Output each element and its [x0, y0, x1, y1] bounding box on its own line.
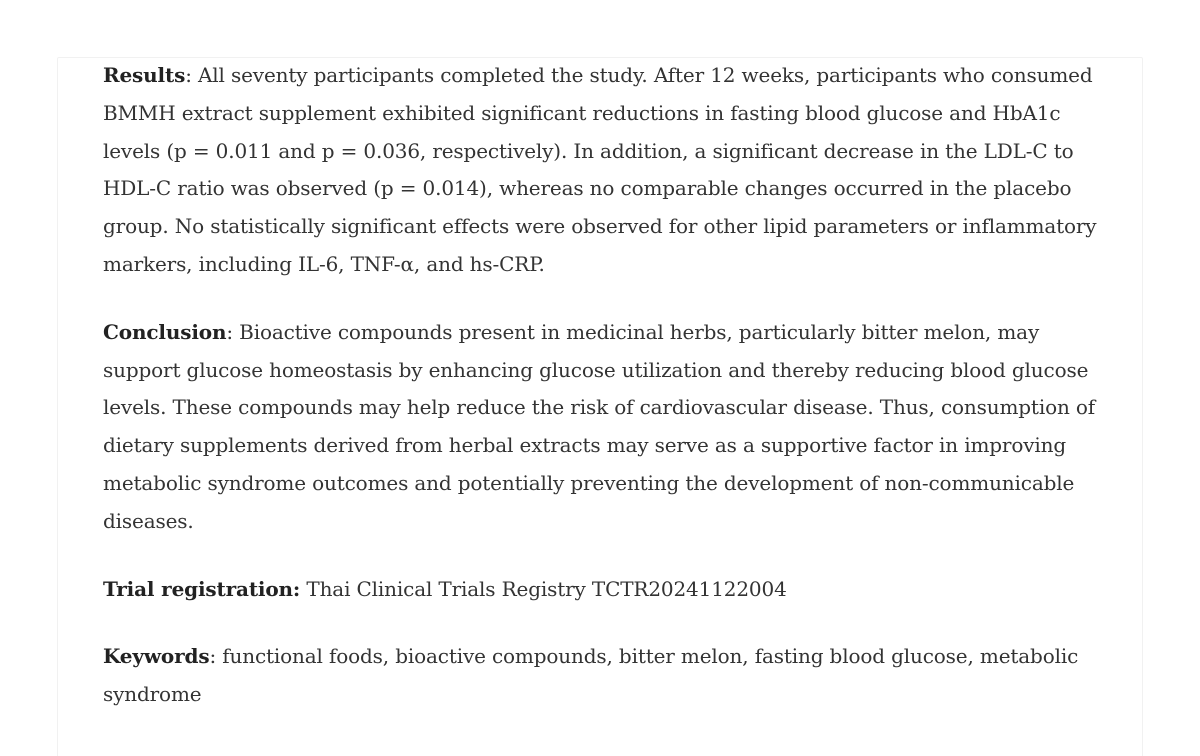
abstract-content [103, 57, 1113, 744]
conclusion-label: Conclusion [103, 319, 227, 344]
trial-registration-label: Trial registration: [103, 576, 301, 601]
keywords-label: Keywords [103, 644, 210, 669]
trial-registration-paragraph [103, 571, 1113, 609]
results-text: : All seventy participants completed the study. After 12 weeks, participants who consumed BMMH extract supplement exhibited significant reductions in fasting blood glucose and HbA1c levels (p = 0.011 and p = 0.036, respectively). In addition, a significant decrease in the LDL-C to HDL-C ratio was observed (p = 0.014), whereas no comparable changes occurred in the placebo group. No statistically significant effects were observed for other lipid parameters or inflammatory markers, including IL-6, TNF-α, and hs-CRP. [103, 63, 1097, 276]
keywords-paragraph [103, 638, 1113, 714]
conclusion-text: : Bioactive compounds present in medicinal herbs, particularly bitter melon, may support glucose homeostasis by enhancing glucose utilization and thereby reducing blood glucose levels. These compounds may help reduce the risk of cardiovascular disease. Thus, consumption of dietary supplements derived from herbal extracts may serve as a supportive factor in improving metabolic syndrome outcomes and potentially preventing the development of non-communicable diseases. [103, 319, 1096, 533]
results-label: Results [103, 63, 186, 87]
conclusion-paragraph [103, 314, 1113, 541]
keywords-text: : functional foods, bioactive compounds, bitter melon, fasting blood glucose, metabolic syndrome [103, 644, 1079, 707]
trial-registration-text: Thai Clinical Trials Registry TCTR20241122004 [300, 576, 787, 601]
results-paragraph [103, 57, 1113, 284]
